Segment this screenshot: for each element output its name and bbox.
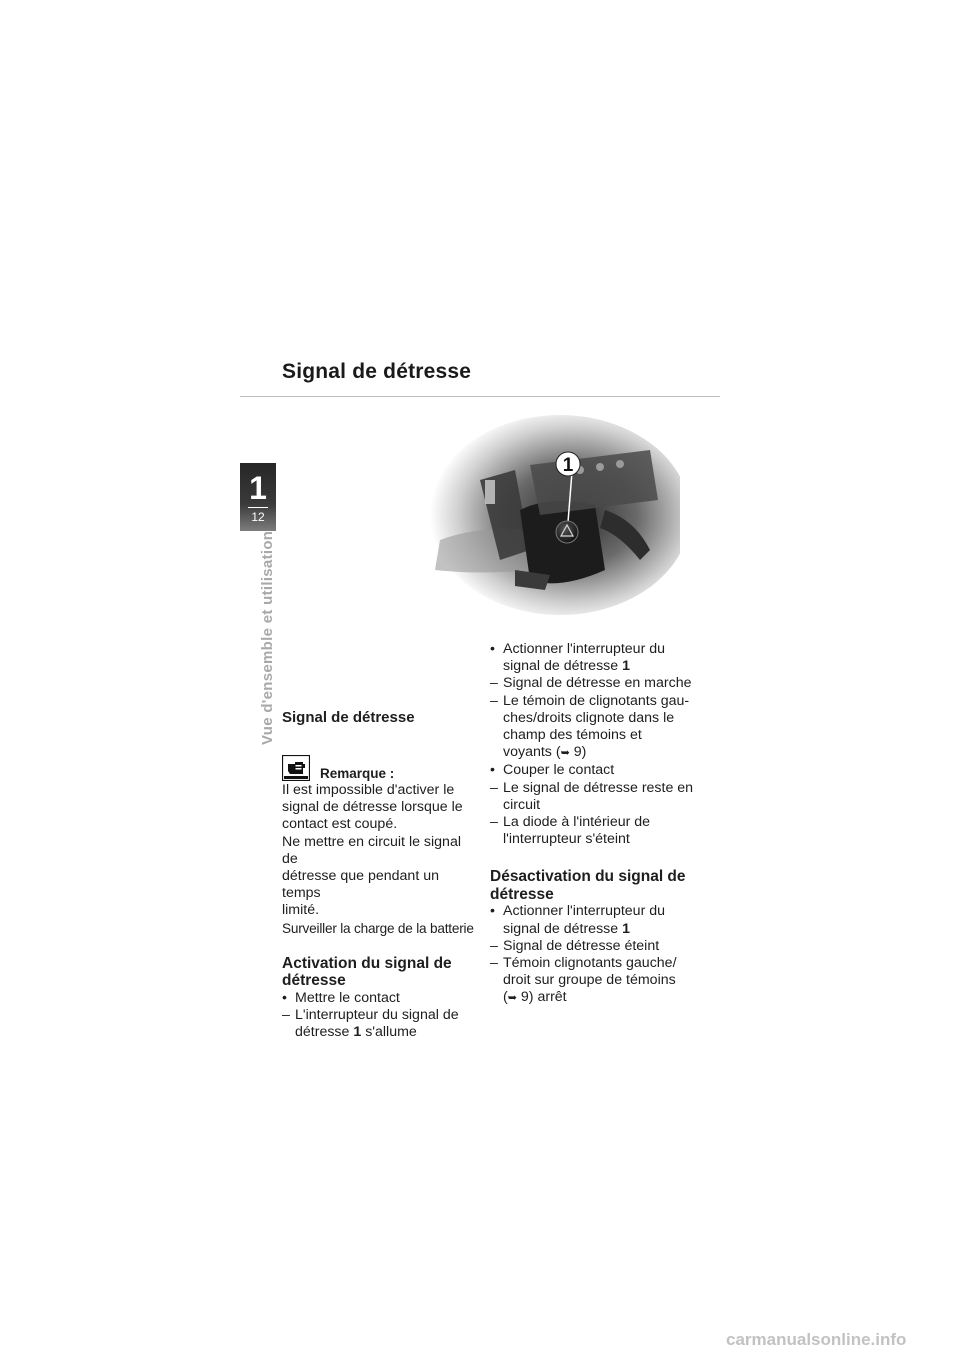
reference-number: 1 [622,658,630,675]
list-item-text: s'allume [361,1024,417,1041]
note-hand-icon [282,755,310,781]
list-item [490,675,700,692]
list-item-text: La diode à l'intérieur de [503,814,651,831]
deactivation-heading [490,868,700,903]
list-item-text: Mettre le contact [295,989,400,1006]
list-item-text: détresse [295,1024,354,1041]
chapter-tab [240,463,276,531]
reference-number: 1 [622,920,630,937]
note-line: contact est coupé. [282,816,398,833]
list-item [490,762,700,779]
chapter-number: 1 [249,470,267,506]
list-item [490,641,700,675]
right-column [490,641,700,1008]
list-item [490,903,700,937]
list-item-text: Témoin clignotants gauche/ [503,955,677,972]
dash-marker: – [490,675,498,692]
list-item-text: Le signal de détresse reste en [503,779,694,796]
list-item-text: Actionner l'interrupteur du [503,641,666,657]
list-item-text: l'interrupteur s'éteint [503,831,630,848]
activation-heading-line: Activation du signal de [282,954,452,972]
dash-marker: – [490,937,498,954]
hazard-switch-photo [420,410,680,620]
list-item-text: signal de détresse [503,658,623,675]
list-item-text: voyants ( [503,744,561,761]
list-item-text: Signal de détresse en marche [503,675,692,692]
dash-marker: – [490,692,498,709]
bullet-marker: • [490,641,495,657]
list-item-text: Couper le contact [503,762,615,779]
list-item-text: ( [503,989,508,1006]
list-item [490,938,700,955]
list-item [282,1007,478,1041]
figure-callout-label: 1 [562,455,574,476]
dash-marker: – [490,779,498,796]
activation-heading-line: détresse [282,972,346,990]
deactivation-heading-line: Désactivation du signal de [490,868,686,886]
page-number: 12 [251,510,265,524]
section-heading: Signal de détresse [282,709,415,726]
page-reference: 9) [569,744,587,761]
list-item [490,693,700,763]
note-header [282,751,478,781]
list-item [490,955,700,1008]
page-reference-arrow-icon: ➥ [507,992,517,1005]
note-line: limité. [282,902,320,919]
list-item-text: Signal de détresse éteint [503,937,660,954]
note-text [282,782,478,937]
note-line: Il est impossible d'activer le [282,782,455,798]
dash-marker: – [490,955,498,972]
note-line: détresse que pendant un temps [282,868,439,902]
title-divider [240,396,720,397]
list-item-text: signal de détresse [503,920,623,937]
dash-marker: – [282,1007,290,1024]
note-line: Ne mettre en circuit le signal de [282,833,461,867]
chapter-side-label: Vue d'ensemble et utilisation [259,530,276,745]
watermark: carmanualsonline.info [726,1330,907,1349]
list-item [282,990,478,1007]
deactivation-heading-line: détresse [490,885,554,903]
bullet-marker: • [490,903,495,920]
activation-heading [282,955,478,990]
list-item [490,780,700,814]
bullet-marker: • [490,762,495,779]
left-column [282,708,478,1041]
chapter-divider [248,507,268,508]
list-item-text: champ des témoins et [503,727,642,744]
list-item-text: Le témoin de clignotants gau- [503,692,690,709]
list-item [490,814,700,848]
note-line: signal de détresse lorsque le [282,799,463,816]
list-item-text: circuit [503,796,541,813]
page-reference-arrow-icon: ➥ [560,747,570,760]
dash-marker: – [490,814,498,831]
note-line: Surveiller la charge de la batterie [282,920,474,936]
list-item-text: L'interrupteur du signal de [295,1007,459,1024]
list-item-text: droit sur groupe de témoins [503,972,676,989]
list-item-text: Actionner l'interrupteur du [503,903,666,920]
page-reference: 9) arrêt [516,989,567,1006]
note-label: Remarque : [320,766,395,781]
reference-number: 1 [353,1024,362,1041]
list-item-text: ches/droits clignote dans le [503,709,675,726]
bullet-marker: • [282,989,287,1006]
page-title: Signal de détresse [282,360,472,383]
